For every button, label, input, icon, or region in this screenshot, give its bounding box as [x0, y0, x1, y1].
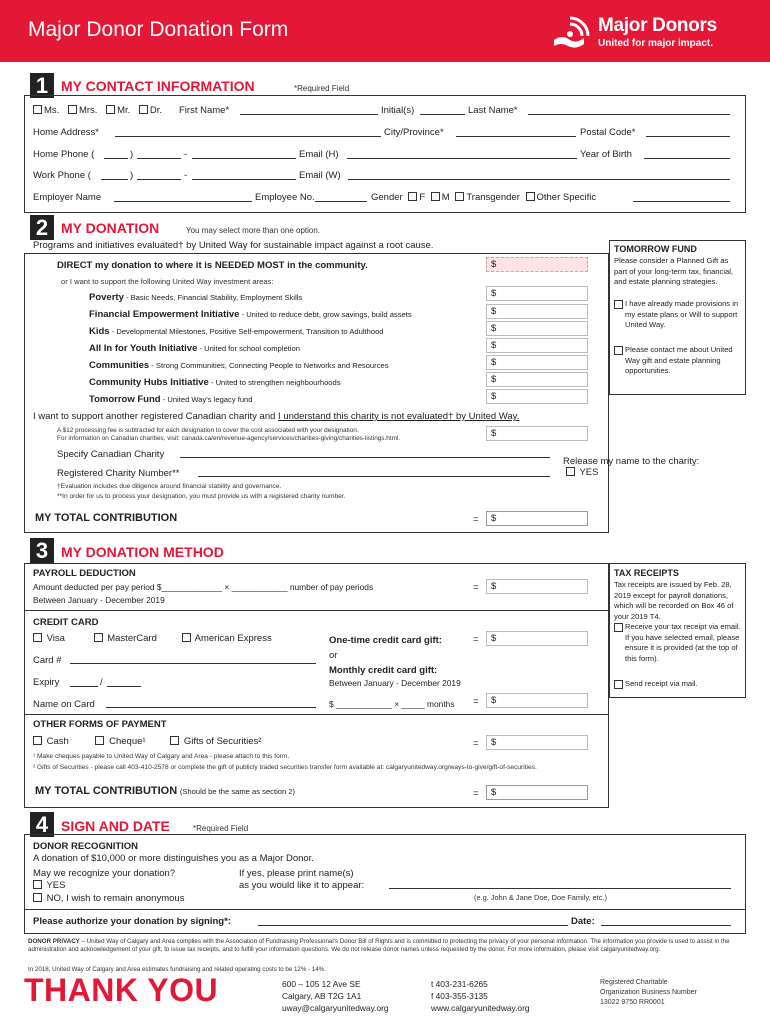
- cash-checkbox[interactable]: [33, 736, 42, 745]
- area-communities: Communities - Strong Communities, Connecting People to Networks and Resources: [89, 360, 389, 371]
- tomorrow-fund-text: Please consider a Planned Gift as part of your long-term tax, financial, and estate planning strategies.: [614, 256, 734, 286]
- fee-note: A $12 processing fee is subtracted for each designation to cover the cost associated with your designation.: [57, 427, 359, 434]
- divider: [24, 610, 609, 611]
- recognition-example: (e.g. John & Jane Doe, Doe Family, etc.): [474, 893, 607, 902]
- employer-label: Employer Name: [33, 192, 102, 203]
- footnote-cheques: ¹ Make cheques payable to United Way of Calgary and Area - please attach to this form.: [33, 753, 290, 760]
- may-we-text: May we recognize your donation?: [33, 868, 176, 879]
- address-line-1: 600 – 105 12 Ave SE: [282, 979, 361, 989]
- contact-email[interactable]: uway@calgaryunitedway.org: [282, 1003, 389, 1013]
- authorize-label: Please authorize your donation by signing*:: [33, 916, 231, 927]
- form-title: Major Donor Donation Form: [28, 18, 289, 41]
- brand-name: Major Donors: [598, 15, 717, 36]
- registration-line-2: Organization Business Number: [600, 989, 697, 996]
- recognition-yes-checkbox[interactable]: [33, 880, 42, 889]
- monthly-total-field[interactable]: $: [486, 693, 588, 708]
- monthly-between: Between January - December 2019: [329, 678, 461, 688]
- area-financial-empowerment: Financial Empowerment Initiative - United to reduce debt, grow savings, build assets: [89, 309, 412, 320]
- mr-label: Mr.: [117, 105, 131, 116]
- one-time-amount-field[interactable]: $: [486, 631, 588, 646]
- gender-other-field[interactable]: [633, 201, 730, 202]
- gender-other-label: Other Specific: [536, 192, 597, 203]
- dash: -: [184, 149, 188, 160]
- brand-logo: [548, 14, 758, 54]
- payroll-heading: PAYROLL DEDUCTION: [33, 568, 136, 579]
- section-1-title: MY CONTACT INFORMATION: [61, 78, 255, 94]
- work-phone-prefix-field[interactable]: [137, 179, 181, 180]
- visa-checkbox[interactable]: [33, 633, 42, 642]
- other-charity-amount-field[interactable]: $: [486, 426, 588, 441]
- home-address-label: Home Address*: [33, 127, 100, 138]
- section-3-total-field[interactable]: $: [486, 785, 588, 800]
- signature-field[interactable]: [258, 925, 568, 926]
- gender-m-checkbox[interactable]: [431, 192, 440, 201]
- address-line-2: Calgary, AB T2G 1A1: [282, 991, 362, 1001]
- operating-costs-text: In 2018, United Way of Calgary and Area estimates fundraising and related operating costs to be 12% - 14%.: [28, 966, 326, 973]
- email-w-field[interactable]: [348, 179, 730, 180]
- gender-transgender-checkbox[interactable]: [455, 192, 464, 201]
- home-phone-area-field[interactable]: [104, 158, 128, 159]
- tax-mail-label: Send receipt via mail.: [625, 679, 698, 688]
- thank-you-banner: THANK YOU: [24, 972, 219, 1008]
- employee-no-field[interactable]: [315, 201, 367, 202]
- tax-mail-checkbox[interactable]: [614, 680, 623, 689]
- specify-field[interactable]: [180, 457, 550, 458]
- reg-num-label: Registered Charity Number**: [57, 468, 180, 479]
- tax-receipts-heading: TAX RECEIPTS: [614, 568, 679, 578]
- section-4-number: 4: [30, 812, 54, 837]
- initials-field[interactable]: [420, 114, 465, 115]
- equals-sign: =: [473, 696, 479, 707]
- if-yes-text: If yes, please print name(s): [239, 868, 354, 879]
- reg-num-field[interactable]: [198, 476, 550, 477]
- section-1-number: 1: [30, 73, 54, 98]
- home-phone-prefix-field[interactable]: [137, 158, 181, 159]
- registration-number: 13022 9750 RR0001: [600, 999, 665, 1006]
- first-name-label: First Name*: [179, 105, 230, 116]
- name-on-card-label: Name on Card: [33, 699, 95, 710]
- paren-close: ): [130, 149, 134, 160]
- specify-label: Specify Canadian Charity: [57, 449, 165, 460]
- gender-transgender-label: Transgender: [466, 192, 520, 203]
- city-label: City/Province*: [384, 127, 444, 138]
- mastercard-checkbox[interactable]: [94, 633, 103, 642]
- footnote-registration: **In order for us to process your designation, you must provide us with a registered charity number.: [57, 493, 346, 500]
- ms-checkbox[interactable]: [33, 105, 42, 114]
- year-birth-label: Year of Birth: [580, 149, 632, 160]
- divider: [24, 909, 746, 910]
- tomorrow-amount-field[interactable]: $: [486, 389, 588, 404]
- work-phone-area-field[interactable]: [101, 179, 128, 180]
- equals-sign: =: [473, 788, 479, 799]
- tf-provisions-label: I have already made provisions in my estate plans or Will to support United Way.: [625, 299, 739, 329]
- equals-sign: =: [473, 738, 479, 749]
- footnote-evaluation: †Evaluation includes due diligence around financial stability and governance.: [57, 483, 282, 490]
- expiry-year-field[interactable]: [107, 686, 141, 687]
- expiry-month-field[interactable]: [70, 686, 98, 687]
- gender-other-checkbox[interactable]: [526, 192, 535, 201]
- release-yes: YES: [566, 467, 598, 478]
- section-1-note: *Required Field: [294, 84, 350, 93]
- other-forms-total-field[interactable]: $: [486, 735, 588, 750]
- card-type-options: Visa MasterCard American Express: [33, 633, 272, 644]
- gender-options: [371, 192, 596, 203]
- last-name-field[interactable]: [528, 114, 730, 115]
- youth-amount-field[interactable]: $: [486, 338, 588, 353]
- recognition-no-checkbox[interactable]: [33, 893, 42, 902]
- section-3-total-label: MY TOTAL CONTRIBUTION (Should be the same as section 2): [35, 785, 296, 797]
- section-2-total-label: MY TOTAL CONTRIBUTION: [35, 512, 178, 524]
- section-4-note: *Required Field: [193, 824, 249, 833]
- tf-contact-checkbox[interactable]: [614, 346, 623, 355]
- payroll-between: Between January - December 2019: [33, 595, 165, 605]
- tax-email-label: Receive your tax receipt via email. If you have selected email, please ensure it is provided (at the top of this form).: [625, 622, 741, 663]
- tax-receipts-text: Tax receipts are issued by Feb. 28, 2019 except for payroll donations, which will be recorded on Box 46 of your 2019 T4.: [614, 580, 734, 621]
- release-yes-checkbox[interactable]: [566, 467, 575, 476]
- other-forms-options: Cash Cheque¹ Gifts of Securities²: [33, 736, 261, 747]
- dr-checkbox[interactable]: [139, 105, 148, 114]
- email-w-label: Email (W): [299, 170, 341, 181]
- release-label: Release my name to the charity:: [563, 456, 700, 467]
- title-options: [33, 105, 162, 116]
- tax-email-checkbox[interactable]: [614, 623, 623, 632]
- email-h-label: Email (H): [299, 149, 339, 160]
- email-h-field[interactable]: [347, 158, 577, 159]
- footnote-securities: ² Gifts of Securities - please call 403-410-2578 or complete the gift of publicly traded securities transfer form available at: calgaryunitedway.org/ways-to-give/gift-of-securities.: [33, 764, 537, 771]
- kids-amount-field[interactable]: $: [486, 321, 588, 336]
- payroll-amount-text[interactable]: Amount deducted per pay period $_____________ × ____________ number of pay periods: [33, 582, 374, 592]
- year-birth-field[interactable]: [644, 158, 730, 159]
- work-phone-label: Work Phone (: [33, 170, 91, 181]
- gender-label: Gender: [371, 192, 403, 203]
- area-tomorrow-fund: Tomorrow Fund - United Way's legacy fund: [89, 394, 253, 405]
- date-label: Date:: [571, 916, 595, 927]
- payroll-total-field[interactable]: $: [486, 579, 588, 594]
- financial-amount-field[interactable]: $: [486, 304, 588, 319]
- home-phone-number-field[interactable]: [192, 158, 296, 159]
- programs-text: Programs and initiatives evaluated† by United Way for sustainable impact against a root cause.: [33, 240, 434, 251]
- card-number-label: Card #: [33, 655, 62, 666]
- mrs-label: Mrs.: [78, 105, 98, 116]
- section-4-title: SIGN AND DATE: [61, 818, 170, 834]
- section-3-title: MY DONATION METHOD: [61, 544, 224, 560]
- paren-close: ): [130, 170, 134, 181]
- tf-contact-label: Please contact me about United Way gift and estate planning opportunities.: [625, 345, 733, 375]
- recognition-heading: DONOR RECOGNITION: [33, 841, 139, 852]
- employee-no-label: Employee No.: [255, 192, 315, 203]
- header-banner: [0, 0, 770, 62]
- fax: f 403-355-3135: [431, 991, 488, 1001]
- monthly-label: Monthly credit card gift:: [329, 665, 438, 676]
- last-name-label: Last Name*: [468, 105, 518, 116]
- tomorrow-fund-heading: TOMORROW FUND: [614, 244, 697, 254]
- card-number-field[interactable]: [70, 663, 316, 664]
- dash: -: [184, 170, 188, 181]
- recognition-name-field[interactable]: [389, 888, 731, 889]
- gender-f-checkbox[interactable]: [408, 192, 417, 201]
- work-phone-number-field[interactable]: [192, 179, 296, 180]
- recognition-text: A donation of $10,000 or more distinguishes you as a Major Donor.: [33, 853, 314, 864]
- home-phone-label: Home Phone (: [33, 149, 95, 160]
- website[interactable]: www.calgaryunitedway.org: [431, 1003, 530, 1013]
- dr-label: Dr.: [149, 105, 163, 116]
- equals-sign: =: [473, 514, 479, 525]
- postal-field[interactable]: [646, 136, 730, 137]
- brand-tagline: United for major impact.: [598, 38, 714, 49]
- name-on-card-field[interactable]: [106, 707, 316, 708]
- postal-label: Postal Code*: [580, 127, 636, 138]
- info-note: For information on Canadian charities, visit: canada.ca/en/revenue-agency/services/charities-giving/charities-listings.html.: [57, 435, 401, 442]
- gender-m-label: M: [441, 192, 450, 203]
- monthly-calc[interactable]: $ ____________ × _____ months: [329, 699, 455, 709]
- recognition-no: NO, I wish to remain anonymous: [33, 893, 184, 904]
- registration-line-1: Registered Charitable: [600, 979, 668, 986]
- securities-checkbox[interactable]: [170, 736, 179, 745]
- donor-privacy-text: DONOR PRIVACY – United Way of Calgary and Area complies with the Association of Fundraising Professional's Donor Bill of Rights and is committed to protecting the privacy of your personal information. The information you provide is used to assist in the administration and acknowledgement of your gift, to issue tax receipts, and to fulfill your information questions. We do not release donor names unless requested by the donor. For more information, please visit calgaryunitedway.org.: [28, 938, 730, 954]
- as-you-text: as you would like it to appear:: [239, 880, 365, 891]
- hubs-amount-field[interactable]: $: [486, 372, 588, 387]
- equals-sign: =: [473, 582, 479, 593]
- employer-field[interactable]: [114, 201, 252, 202]
- one-time-label: One-time credit card gift:: [329, 635, 442, 646]
- area-kids: Kids - Developmental Milestones, Positive Self-empowerment, Transition to Adulthood: [89, 326, 384, 337]
- expiry-label: Expiry: [33, 677, 60, 688]
- ms-label: Ms.: [44, 105, 60, 116]
- first-name-field[interactable]: [240, 114, 378, 115]
- section-2-title: MY DONATION: [61, 220, 160, 236]
- recognition-yes: YES: [33, 880, 65, 891]
- divider: [24, 714, 609, 715]
- area-all-in-for-youth: All In for Youth Initiative - United for school completion: [89, 343, 300, 354]
- initials-label: Initial(s): [381, 105, 415, 116]
- tf-provisions-checkbox[interactable]: [614, 300, 623, 309]
- direct-label: DIRECT my donation to where it is NEEDED MOST in the community.: [57, 260, 368, 271]
- poverty-amount-field[interactable]: $: [486, 286, 588, 301]
- city-field[interactable]: [456, 136, 576, 137]
- home-address-field[interactable]: [115, 136, 381, 137]
- other-charity-text: I want to support another registered Canadian charity and I understand this charity is not evaluated† by United Way.: [33, 411, 520, 422]
- other-forms-heading: OTHER FORMS OF PAYMENT: [33, 719, 167, 730]
- amex-checkbox[interactable]: [182, 633, 191, 642]
- section-2-number: 2: [30, 215, 54, 240]
- area-community-hubs: Community Hubs Initiative - United to strengthen neighbourhoods: [89, 377, 341, 388]
- united-way-hand-icon: [548, 14, 592, 52]
- date-field[interactable]: [601, 925, 731, 926]
- section-2-note: You may select more than one option.: [186, 226, 321, 235]
- telephone: t 403-231-6265: [431, 979, 488, 989]
- section-2-total-field[interactable]: $: [486, 511, 588, 526]
- or-support-text: or I want to support the following United Way investment areas:: [61, 277, 274, 286]
- slash: /: [100, 677, 103, 688]
- or-label: or: [329, 650, 338, 661]
- equals-sign: =: [473, 634, 479, 645]
- mr-checkbox[interactable]: [106, 105, 115, 114]
- gender-f-label: F: [419, 192, 426, 203]
- cheque-checkbox[interactable]: [95, 736, 104, 745]
- area-poverty: Poverty - Basic Needs, Financial Stability, Employment Skills: [89, 292, 303, 303]
- communities-amount-field[interactable]: $: [486, 355, 588, 370]
- credit-card-heading: CREDIT CARD: [33, 617, 99, 628]
- direct-amount-field[interactable]: $: [486, 257, 588, 272]
- section-3-number: 3: [30, 538, 54, 563]
- mrs-checkbox[interactable]: [68, 105, 77, 114]
